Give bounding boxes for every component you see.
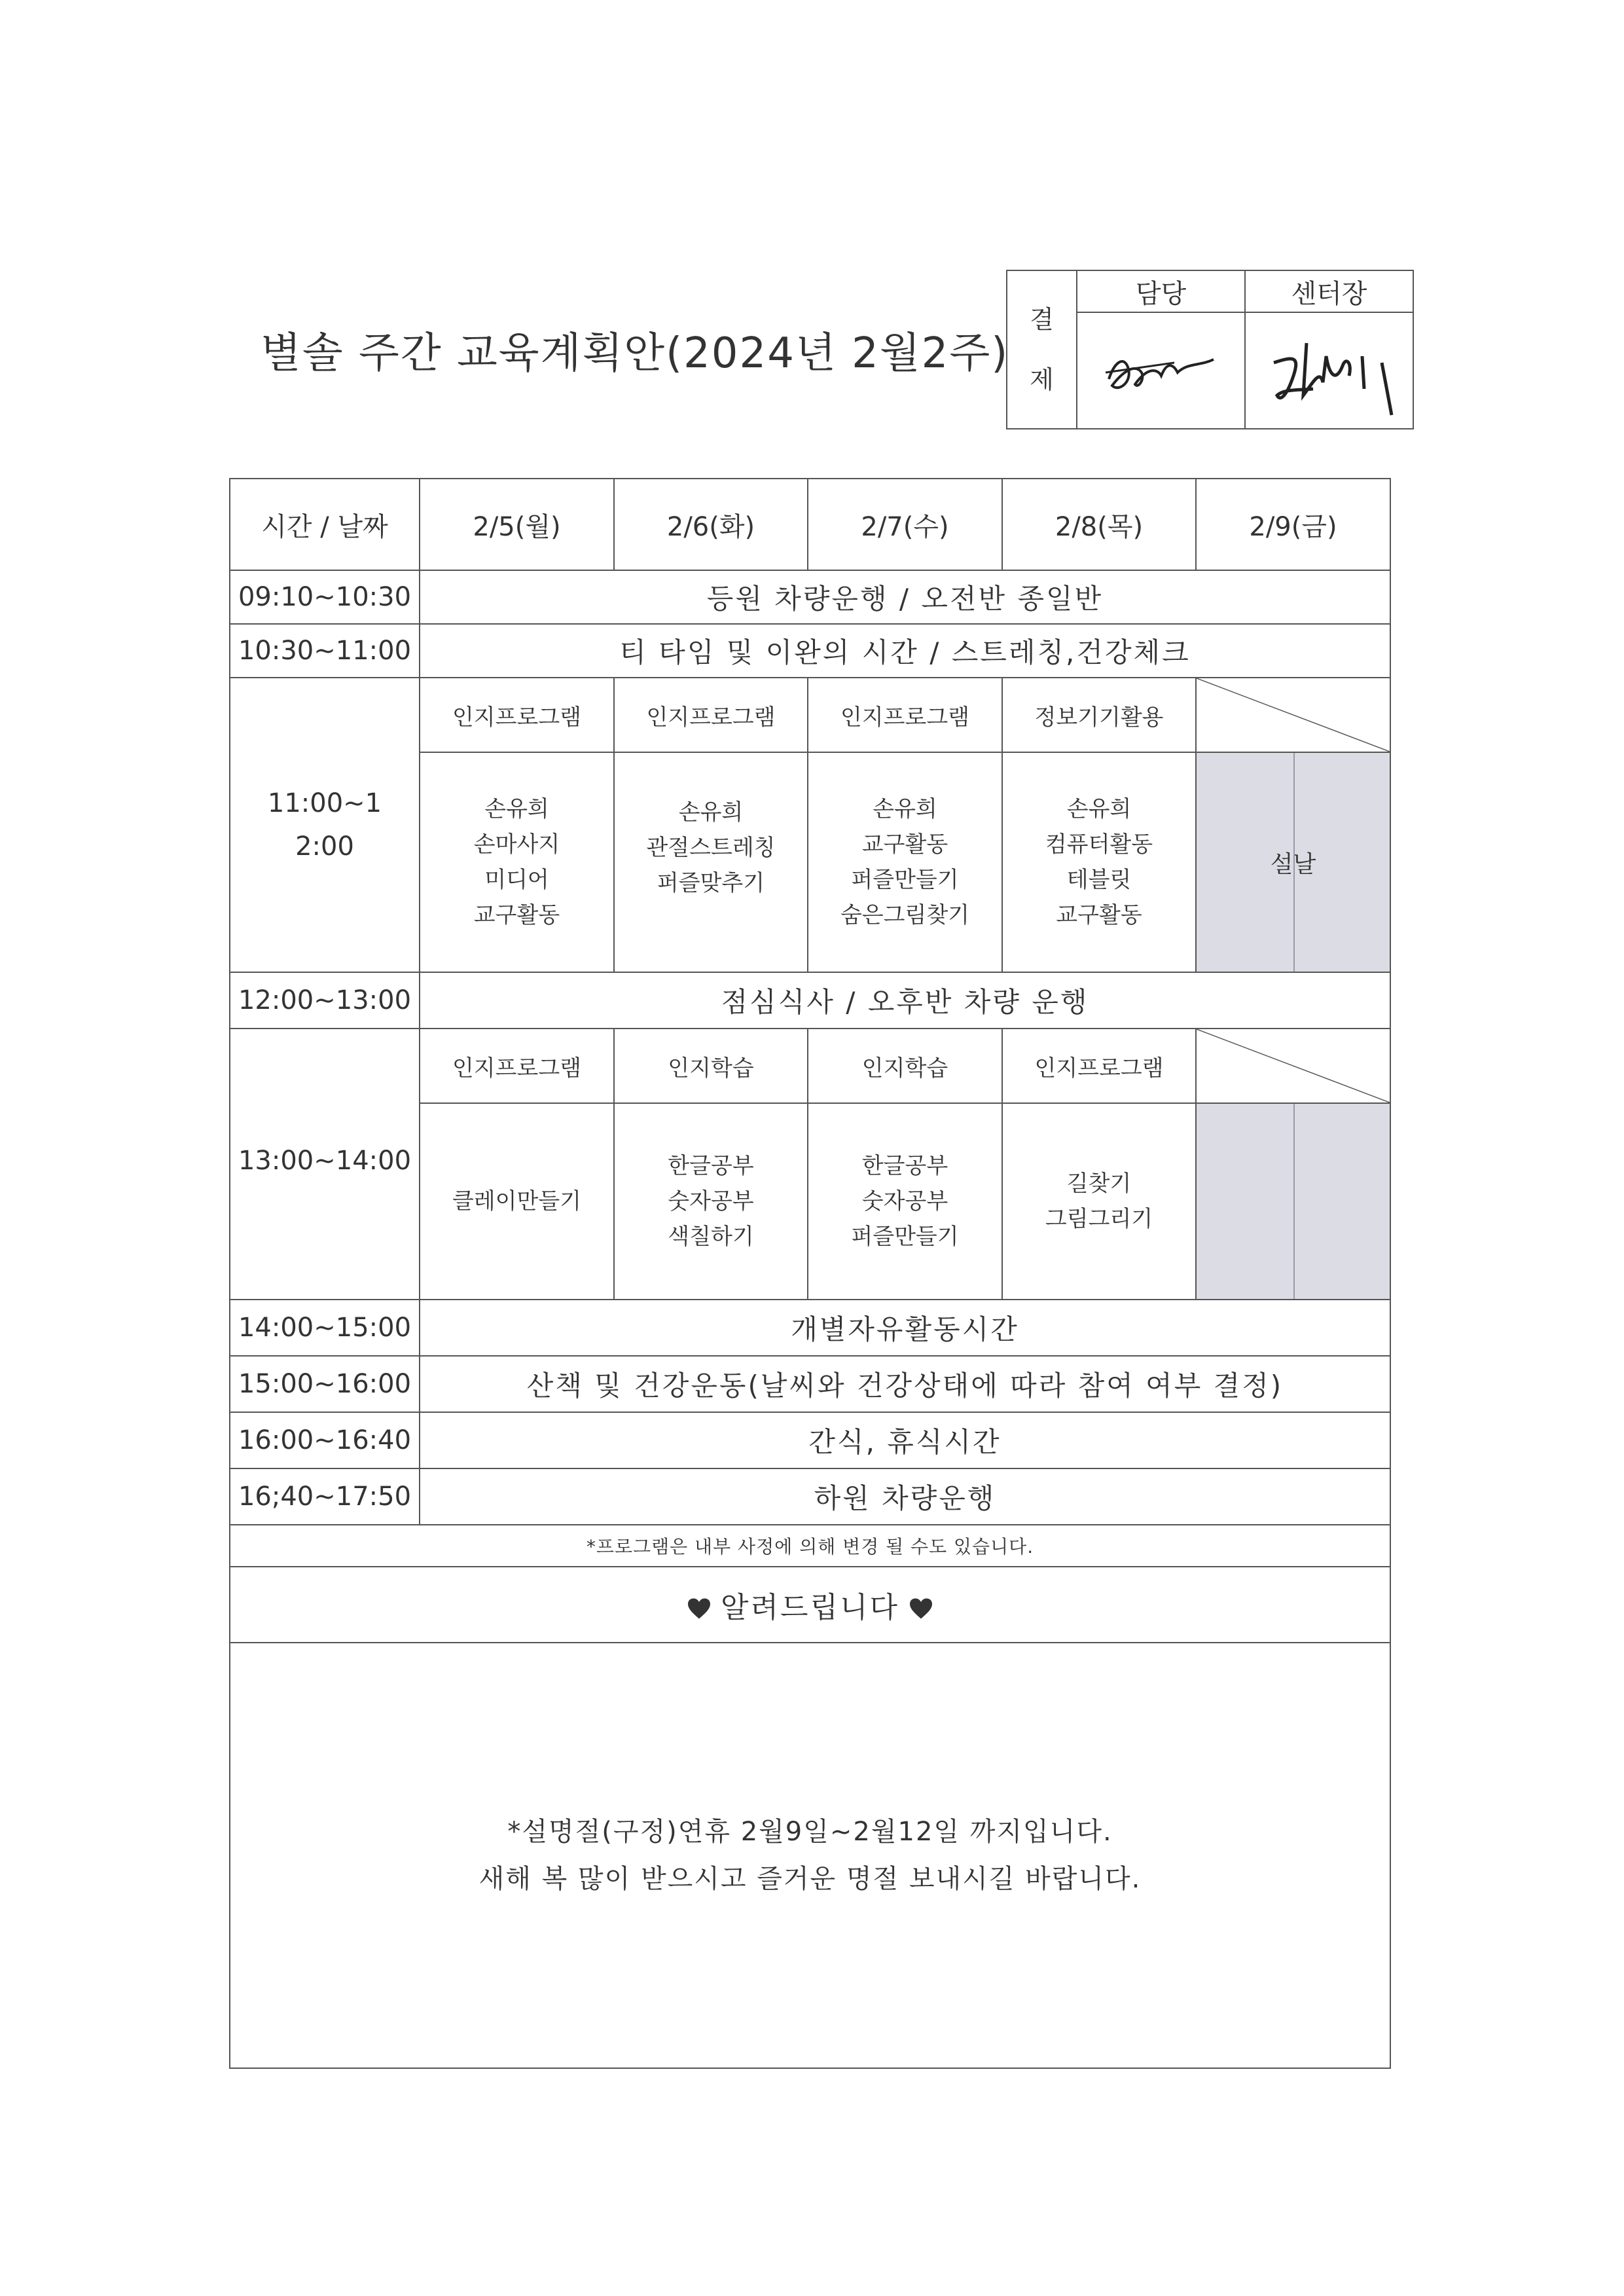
activity-item: 숫자공부 [861, 1188, 948, 1214]
diagonal-cell [1196, 678, 1390, 752]
activity-item: 손유희 [1066, 796, 1132, 822]
activity-item: 한글공부 [861, 1153, 948, 1179]
approval-label-top: 결 [1030, 305, 1054, 334]
notice-heading-text: 알려드립니다 [720, 1591, 900, 1624]
program-cell: 인지학습 [614, 1029, 808, 1103]
director-signature-icon [1254, 317, 1405, 422]
activity-item: 퍼즐만들기 [851, 867, 959, 893]
time-cell: 15:00~16:00 [230, 1356, 420, 1412]
activity-cell: 간식, 휴식시간 [420, 1412, 1390, 1468]
approval-label-bottom: 제 [1030, 365, 1054, 394]
notice-line: *설명절(구정)연휴 2월9일~2월12일 까지입니다. [507, 1817, 1113, 1847]
approval-director-header: 센터장 [1245, 270, 1413, 312]
time-cell: 16;40~17:50 [230, 1468, 420, 1525]
activity-item: 숨은그림찾기 [840, 902, 970, 928]
day-mon-header: 2/5(월) [420, 479, 614, 570]
approval-label [1007, 270, 1077, 429]
program-cell: 인지프로그램 [1002, 1029, 1196, 1103]
activity-item: 관절스트레칭 [646, 835, 776, 861]
approval-manager-header: 담당 [1077, 270, 1245, 312]
activity-list [808, 752, 1002, 972]
program-cell: 인지프로그램 [420, 678, 614, 752]
activity-item: 한글공부 [668, 1153, 754, 1179]
holiday-label: 설날 [1270, 850, 1316, 878]
director-signature [1245, 312, 1413, 429]
program-cell: 인지프로그램 [420, 1029, 614, 1103]
activity-cell: 산책 및 건강운동(날씨와 건강상태에 따라 참여 여부 결정) [420, 1356, 1390, 1412]
activity-list [614, 1103, 808, 1300]
activity-item: 그림그리기 [1045, 1206, 1153, 1232]
activity-item: 손유희 [678, 799, 744, 826]
approval-box [1006, 270, 1414, 429]
notice-heading [230, 1567, 1390, 1643]
activity-item: 테블릿 [1066, 867, 1132, 893]
activity-item: 색칠하기 [668, 1224, 754, 1250]
activity-list [1002, 752, 1196, 972]
diagonal-line-icon [1197, 1029, 1390, 1102]
activity-item: 손마사지 [473, 831, 560, 858]
activity-cell: 점심식사 / 오후반 차량 운행 [420, 972, 1390, 1029]
activity-item: 퍼즐맞추기 [657, 870, 765, 896]
manager-signature [1077, 312, 1245, 429]
activity-list [614, 752, 808, 972]
time-cell: 16:00~16:40 [230, 1412, 420, 1468]
notice-body [230, 1643, 1390, 2068]
activity-item: 숫자공부 [668, 1188, 754, 1214]
time-day-header: 시간 / 날짜 [230, 479, 420, 570]
activity-list [420, 1103, 614, 1300]
activity-cell: 개별자유활동시간 [420, 1300, 1390, 1356]
holiday-cell [1196, 752, 1390, 972]
diagonal-cell [1196, 1029, 1390, 1103]
heart-icon [909, 1597, 933, 1620]
activity-cell: 티 타임 및 이완의 시간 / 스트레칭,건강체크 [420, 624, 1390, 678]
activity-cell: 등원 차량운행 / 오전반 종일반 [420, 570, 1390, 624]
manager-signature-icon [1096, 333, 1227, 405]
program-cell: 인지프로그램 [614, 678, 808, 752]
time-cell: 10:30~11:00 [230, 624, 420, 678]
activity-cell: 하원 차량운행 [420, 1468, 1390, 1525]
page-title: 별솔 주간 교육계획안(2024년 2월2주) [261, 329, 1009, 378]
time-cell: 09:10~10:30 [230, 570, 420, 624]
program-cell: 인지프로그램 [808, 678, 1002, 752]
holiday-cell [1196, 1103, 1390, 1300]
time-cell: 12:00~13:00 [230, 972, 420, 1029]
day-fri-header: 2/9(금) [1196, 479, 1390, 570]
time-cell [230, 678, 420, 972]
day-tue-header: 2/6(화) [614, 479, 808, 570]
activity-item: 교구활동 [473, 902, 560, 928]
activity-list [420, 752, 614, 972]
activity-item: 길찾기 [1066, 1171, 1132, 1197]
time-line: 11:00~1 [267, 788, 382, 818]
day-wed-header: 2/7(수) [808, 479, 1002, 570]
time-line: 2:00 [295, 831, 354, 862]
activity-item: 교구활동 [861, 831, 948, 858]
activity-list [808, 1103, 1002, 1300]
heart-icon [687, 1597, 712, 1620]
program-cell: 정보기기활용 [1002, 678, 1196, 752]
activity-list [1002, 1103, 1196, 1300]
activity-item: 손유희 [484, 796, 549, 822]
program-cell: 인지학습 [808, 1029, 1002, 1103]
activity-item: 손유희 [873, 796, 937, 822]
time-cell: 13:00~14:00 [230, 1029, 420, 1300]
activity-item: 미디어 [484, 867, 549, 893]
schedule-table [229, 478, 1391, 2069]
activity-item: 클레이만들기 [452, 1188, 582, 1214]
activity-item: 퍼즐만들기 [851, 1224, 959, 1250]
day-thu-header: 2/8(목) [1002, 479, 1196, 570]
time-cell: 14:00~15:00 [230, 1300, 420, 1356]
notice-line: 새해 복 많이 받으시고 즐거운 명절 보내시길 바랍니다. [478, 1864, 1142, 1894]
activity-item: 교구활동 [1056, 902, 1142, 928]
schedule-note: *프로그램은 내부 사정에 의해 변경 될 수도 있습니다. [230, 1525, 1390, 1567]
activity-item: 컴퓨터활동 [1045, 831, 1153, 858]
diagonal-line-icon [1197, 678, 1390, 752]
